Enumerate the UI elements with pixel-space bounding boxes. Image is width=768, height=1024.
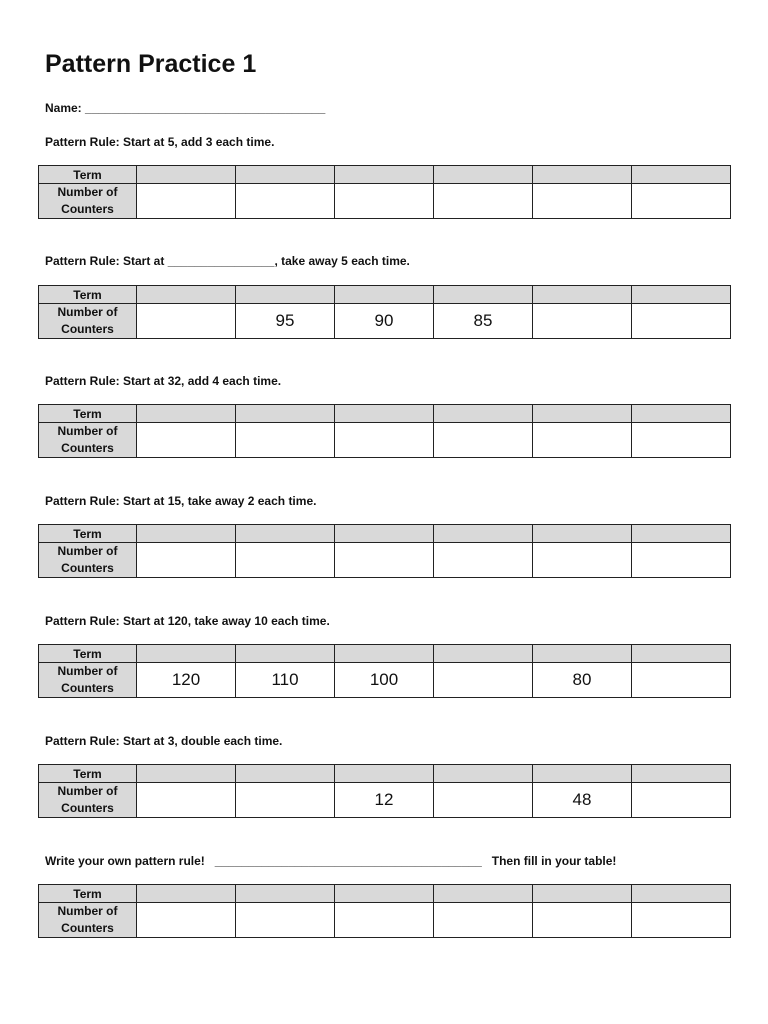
term-cell[interactable] xyxy=(434,645,533,663)
term-row xyxy=(39,166,731,184)
counters-label-line1: Number of xyxy=(57,904,118,918)
counter-cell[interactable] xyxy=(137,783,236,818)
counters-row xyxy=(39,543,731,578)
pattern-table-7 xyxy=(38,884,731,938)
counter-cell[interactable] xyxy=(632,184,731,219)
term-cell[interactable] xyxy=(632,645,731,663)
term-cell[interactable] xyxy=(236,765,335,783)
counter-cell[interactable] xyxy=(335,543,434,578)
counters-label-line1: Number of xyxy=(57,424,118,438)
pattern-rule-1: Pattern Rule: Start at 5, add 3 each time. xyxy=(45,135,275,149)
term-cell[interactable] xyxy=(335,885,434,903)
term-label: Term xyxy=(39,885,137,903)
counters-label-line1: Number of xyxy=(57,544,118,558)
term-cell[interactable] xyxy=(533,286,632,304)
counters-label xyxy=(39,783,137,818)
counter-cell[interactable] xyxy=(533,903,632,938)
term-label: Term xyxy=(39,765,137,783)
term-cell[interactable] xyxy=(533,405,632,423)
counters-label-line2: Counters xyxy=(61,202,114,216)
term-cell[interactable] xyxy=(335,286,434,304)
term-cell[interactable] xyxy=(533,885,632,903)
pattern-table-5 xyxy=(38,644,731,698)
term-cell[interactable] xyxy=(632,765,731,783)
counters-label-line1: Number of xyxy=(57,305,118,319)
counters-label xyxy=(39,543,137,578)
term-label: Term xyxy=(39,166,137,184)
term-cell[interactable] xyxy=(632,525,731,543)
counter-cell[interactable] xyxy=(236,543,335,578)
term-cell[interactable] xyxy=(335,166,434,184)
counter-cell[interactable] xyxy=(632,304,731,339)
counters-row xyxy=(39,903,731,938)
counter-cell[interactable] xyxy=(632,903,731,938)
term-cell[interactable] xyxy=(137,765,236,783)
term-cell[interactable] xyxy=(632,166,731,184)
counters-label xyxy=(39,663,137,698)
term-cell[interactable] xyxy=(137,885,236,903)
counter-cell[interactable]: 85 xyxy=(434,304,533,339)
counter-cell[interactable] xyxy=(434,543,533,578)
term-cell[interactable] xyxy=(434,765,533,783)
counters-row xyxy=(39,663,731,698)
term-cell[interactable] xyxy=(236,166,335,184)
counters-label-line2: Counters xyxy=(61,921,114,935)
counter-cell[interactable] xyxy=(533,423,632,458)
term-cell[interactable] xyxy=(335,405,434,423)
term-cell[interactable] xyxy=(533,525,632,543)
counters-row xyxy=(39,783,731,818)
counter-cell[interactable] xyxy=(533,184,632,219)
counters-label-line2: Counters xyxy=(61,561,114,575)
counter-cell[interactable] xyxy=(434,423,533,458)
counter-cell[interactable] xyxy=(632,783,731,818)
counter-cell[interactable] xyxy=(632,423,731,458)
term-row xyxy=(39,405,731,423)
counter-cell[interactable] xyxy=(434,783,533,818)
counter-cell[interactable]: 12 xyxy=(335,783,434,818)
term-cell[interactable] xyxy=(236,286,335,304)
counter-cell[interactable] xyxy=(533,543,632,578)
term-row xyxy=(39,885,731,903)
worksheet-title: Pattern Practice 1 xyxy=(45,50,257,78)
counter-cell[interactable] xyxy=(335,423,434,458)
term-cell[interactable] xyxy=(335,765,434,783)
term-row xyxy=(39,645,731,663)
term-cell[interactable] xyxy=(533,166,632,184)
counter-cell[interactable]: 110 xyxy=(236,663,335,698)
term-cell[interactable] xyxy=(434,405,533,423)
term-cell[interactable] xyxy=(137,525,236,543)
term-row xyxy=(39,286,731,304)
pattern-rule-6: Pattern Rule: Start at 3, double each time. xyxy=(45,734,283,748)
counters-label-line1: Number of xyxy=(57,664,118,678)
term-label: Term xyxy=(39,645,137,663)
counter-cell[interactable] xyxy=(434,903,533,938)
name-field[interactable]: Name: ____________________________________ xyxy=(45,101,326,115)
counter-cell[interactable] xyxy=(137,184,236,219)
counters-label xyxy=(39,304,137,339)
term-row xyxy=(39,765,731,783)
term-cell[interactable] xyxy=(236,525,335,543)
pattern-table-4 xyxy=(38,524,731,578)
term-row xyxy=(39,525,731,543)
pattern-table-2 xyxy=(38,285,731,339)
term-cell[interactable] xyxy=(434,166,533,184)
term-cell[interactable] xyxy=(533,765,632,783)
counters-row xyxy=(39,423,731,458)
pattern-rule-3: Pattern Rule: Start at 32, add 4 each time. xyxy=(45,374,282,388)
term-cell[interactable] xyxy=(236,645,335,663)
term-cell[interactable] xyxy=(335,645,434,663)
pattern-table-1 xyxy=(38,165,731,219)
counters-label-line2: Counters xyxy=(61,322,114,336)
pattern-rule-5: Pattern Rule: Start at 120, take away 10 each time. xyxy=(45,614,330,628)
counter-cell[interactable]: 80 xyxy=(533,663,632,698)
counter-cell[interactable] xyxy=(236,184,335,219)
term-label: Term xyxy=(39,286,137,304)
counters-label xyxy=(39,184,137,219)
pattern-table-6 xyxy=(38,764,731,818)
counter-cell[interactable]: 95 xyxy=(236,304,335,339)
counter-cell[interactable] xyxy=(632,543,731,578)
counter-cell[interactable] xyxy=(137,304,236,339)
counters-label-line2: Counters xyxy=(61,441,114,455)
pattern-rule-7[interactable]: Write your own pattern rule! ________________________________________ Then fill in your table! xyxy=(45,854,617,868)
term-label: Term xyxy=(39,525,137,543)
term-label: Term xyxy=(39,405,137,423)
counters-label-line1: Number of xyxy=(57,784,118,798)
counter-cell[interactable] xyxy=(137,543,236,578)
counter-cell[interactable]: 48 xyxy=(533,783,632,818)
term-cell[interactable] xyxy=(236,885,335,903)
term-cell[interactable] xyxy=(236,405,335,423)
counter-cell[interactable] xyxy=(533,304,632,339)
term-cell[interactable] xyxy=(533,645,632,663)
term-cell[interactable] xyxy=(434,286,533,304)
counter-cell[interactable] xyxy=(137,423,236,458)
counters-label-line1: Number of xyxy=(57,185,118,199)
counter-cell[interactable] xyxy=(236,783,335,818)
term-cell[interactable] xyxy=(632,885,731,903)
term-cell[interactable] xyxy=(137,405,236,423)
pattern-table-3 xyxy=(38,404,731,458)
counters-row xyxy=(39,184,731,219)
term-cell[interactable] xyxy=(137,166,236,184)
term-cell[interactable] xyxy=(434,885,533,903)
counter-cell[interactable]: 100 xyxy=(335,663,434,698)
counter-cell[interactable] xyxy=(137,903,236,938)
counter-cell[interactable]: 120 xyxy=(137,663,236,698)
counters-label xyxy=(39,903,137,938)
counters-label-line2: Counters xyxy=(61,801,114,815)
term-cell[interactable] xyxy=(137,645,236,663)
pattern-rule-2[interactable]: Pattern Rule: Start at ________________, take away 5 each time. xyxy=(45,254,410,268)
counter-cell[interactable] xyxy=(335,903,434,938)
counter-cell[interactable] xyxy=(236,903,335,938)
counters-label-line2: Counters xyxy=(61,681,114,695)
counters-label xyxy=(39,423,137,458)
counters-row xyxy=(39,304,731,339)
counter-cell[interactable] xyxy=(335,184,434,219)
counter-cell[interactable] xyxy=(434,663,533,698)
term-cell[interactable] xyxy=(632,286,731,304)
term-cell[interactable] xyxy=(434,525,533,543)
term-cell[interactable] xyxy=(335,525,434,543)
term-cell[interactable] xyxy=(137,286,236,304)
counter-cell[interactable] xyxy=(632,663,731,698)
pattern-rule-4: Pattern Rule: Start at 15, take away 2 each time. xyxy=(45,494,317,508)
counter-cell[interactable] xyxy=(236,423,335,458)
counter-cell[interactable] xyxy=(434,184,533,219)
counter-cell[interactable]: 90 xyxy=(335,304,434,339)
term-cell[interactable] xyxy=(632,405,731,423)
